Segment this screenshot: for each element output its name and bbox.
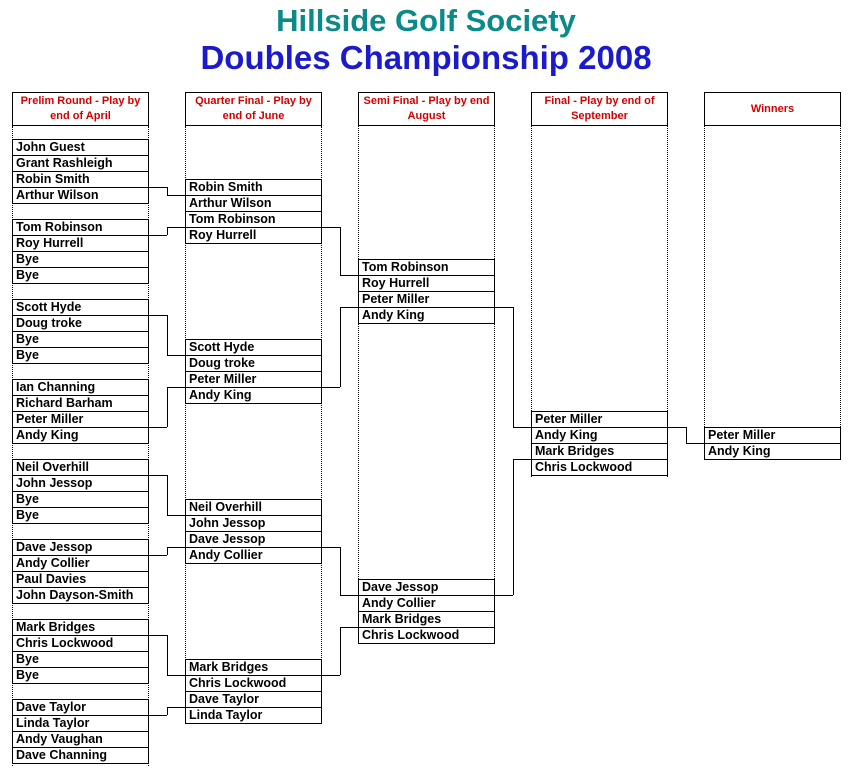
connector-line bbox=[167, 515, 185, 516]
prelim-team-row: John Jessop bbox=[12, 475, 149, 492]
prelim-team-row: John Dayson-Smith bbox=[12, 587, 149, 604]
connector-line bbox=[322, 547, 340, 548]
prelim-team-row: Dave Taylor bbox=[12, 699, 149, 716]
round-header-label: Semi Final - Play by end August bbox=[363, 95, 490, 122]
connector-line bbox=[149, 635, 167, 636]
connector-line bbox=[167, 707, 185, 708]
connector-line bbox=[149, 555, 167, 556]
quarter-team-row: John Jessop bbox=[185, 515, 322, 532]
quarter-team-row: Peter Miller bbox=[185, 371, 322, 388]
connector-line bbox=[340, 627, 358, 628]
prelim-team-row: Linda Taylor bbox=[12, 715, 149, 732]
connector-line bbox=[495, 595, 513, 596]
page-title: Hillside Golf Society bbox=[276, 3, 576, 38]
quarter-team-row: Andy Collier bbox=[185, 547, 322, 564]
connector-line bbox=[167, 315, 168, 355]
prelim-team-row: Bye bbox=[12, 331, 149, 348]
final-team-row: Andy King bbox=[531, 427, 668, 444]
connector-line bbox=[668, 427, 686, 428]
prelim-team-row: Tom Robinson bbox=[12, 219, 149, 236]
round-header-final bbox=[531, 92, 668, 126]
quarter-team-row: Mark Bridges bbox=[185, 659, 322, 676]
prelim-team-row: John Guest bbox=[12, 139, 149, 156]
round-header-label: Quarter Final - Play by end of June bbox=[195, 95, 312, 122]
prelim-team-row: Scott Hyde bbox=[12, 299, 149, 316]
semi-team-row: Dave Jessop bbox=[358, 579, 495, 596]
winner-row: Andy King bbox=[704, 443, 841, 460]
connector-line bbox=[167, 355, 185, 356]
quarter-team-row: Arthur Wilson bbox=[185, 195, 322, 212]
connector-line bbox=[513, 427, 531, 428]
connector-line bbox=[340, 595, 358, 596]
prelim-team-row: Bye bbox=[12, 267, 149, 284]
prelim-team-row: Robin Smith bbox=[12, 171, 149, 188]
prelim-team-row: Bye bbox=[12, 491, 149, 508]
prelim-team-row: Doug troke bbox=[12, 315, 149, 332]
round-header-label: Final - Play by end of September bbox=[544, 95, 655, 122]
round-header-quarter-final bbox=[185, 92, 322, 126]
quarter-team-row: Scott Hyde bbox=[185, 339, 322, 356]
prelim-team-row: Chris Lockwood bbox=[12, 635, 149, 652]
connector-line bbox=[167, 387, 185, 388]
column-guide-right bbox=[494, 126, 495, 643]
quarter-team-row: Dave Taylor bbox=[185, 691, 322, 708]
final-team-row: Chris Lockwood bbox=[531, 459, 668, 476]
semi-team-row: Roy Hurrell bbox=[358, 275, 495, 292]
connector-line bbox=[149, 315, 167, 316]
connector-line bbox=[340, 307, 341, 387]
connector-line bbox=[686, 443, 704, 444]
connector-line bbox=[322, 675, 340, 676]
prelim-team-row: Andy Collier bbox=[12, 555, 149, 572]
prelim-team-row: Roy Hurrell bbox=[12, 235, 149, 252]
connector-line bbox=[149, 187, 167, 188]
connector-line bbox=[149, 475, 167, 476]
page-subtitle: Doubles Championship 2008 bbox=[200, 39, 652, 76]
quarter-team-row: Roy Hurrell bbox=[185, 227, 322, 244]
prelim-team-row: Neil Overhill bbox=[12, 459, 149, 476]
final-team-row: Peter Miller bbox=[531, 411, 668, 428]
connector-line bbox=[340, 547, 341, 595]
connector-line bbox=[322, 387, 340, 388]
prelim-team-row: Paul Davies bbox=[12, 571, 149, 588]
connector-line bbox=[167, 635, 168, 675]
prelim-team-row: Andy King bbox=[12, 427, 149, 444]
prelim-team-row: Andy Vaughan bbox=[12, 731, 149, 748]
quarter-team-row: Robin Smith bbox=[185, 179, 322, 196]
round-header-prelim bbox=[12, 92, 149, 126]
round-header-winners bbox=[704, 92, 841, 126]
round-header-label: Prelim Round - Play by end of April bbox=[20, 95, 141, 122]
connector-line bbox=[322, 227, 340, 228]
connector-line bbox=[340, 227, 341, 275]
quarter-team-row: Linda Taylor bbox=[185, 707, 322, 724]
column-guide-left bbox=[358, 126, 359, 643]
quarter-team-row: Chris Lockwood bbox=[185, 675, 322, 692]
prelim-team-row: Richard Barham bbox=[12, 395, 149, 412]
final-team-row: Mark Bridges bbox=[531, 443, 668, 460]
connector-line bbox=[340, 307, 358, 308]
connector-line bbox=[167, 227, 185, 228]
connector-line bbox=[167, 547, 185, 548]
connector-line bbox=[167, 475, 168, 515]
quarter-team-row: Tom Robinson bbox=[185, 211, 322, 228]
connector-line bbox=[167, 195, 185, 196]
connector-line bbox=[340, 627, 341, 675]
prelim-team-row: Grant Rashleigh bbox=[12, 155, 149, 172]
connector-line bbox=[149, 427, 167, 428]
connector-line bbox=[513, 307, 514, 427]
semi-team-row: Mark Bridges bbox=[358, 611, 495, 628]
connector-line bbox=[513, 459, 531, 460]
connector-line bbox=[167, 387, 168, 427]
prelim-team-row: Bye bbox=[12, 347, 149, 364]
semi-team-row: Peter Miller bbox=[358, 291, 495, 308]
semi-team-row: Andy Collier bbox=[358, 595, 495, 612]
quarter-team-row: Andy King bbox=[185, 387, 322, 404]
prelim-team-row: Arthur Wilson bbox=[12, 187, 149, 204]
prelim-team-row: Bye bbox=[12, 251, 149, 268]
prelim-team-row: Dave Channing bbox=[12, 747, 149, 764]
connector-line bbox=[167, 187, 168, 195]
connector-line bbox=[495, 307, 513, 308]
prelim-team-row: Bye bbox=[12, 507, 149, 524]
prelim-team-row: Dave Jessop bbox=[12, 539, 149, 556]
connector-line bbox=[167, 547, 168, 555]
semi-team-row: Tom Robinson bbox=[358, 259, 495, 276]
connector-line bbox=[149, 235, 167, 236]
quarter-team-row: Neil Overhill bbox=[185, 499, 322, 516]
semi-team-row: Chris Lockwood bbox=[358, 627, 495, 644]
connector-line bbox=[167, 675, 185, 676]
connector-line bbox=[686, 427, 687, 443]
column-guide-left bbox=[704, 126, 705, 459]
connector-line bbox=[149, 715, 167, 716]
prelim-team-row: Mark Bridges bbox=[12, 619, 149, 636]
prelim-team-row: Peter Miller bbox=[12, 411, 149, 428]
round-header-semi-final bbox=[358, 92, 495, 126]
prelim-team-row: Bye bbox=[12, 651, 149, 668]
winner-row: Peter Miller bbox=[704, 427, 841, 444]
semi-team-row: Andy King bbox=[358, 307, 495, 324]
prelim-team-row: Bye bbox=[12, 667, 149, 684]
connector-line bbox=[340, 275, 358, 276]
quarter-team-row: Dave Jessop bbox=[185, 531, 322, 548]
connector-line bbox=[167, 707, 168, 715]
prelim-team-row: Ian Channing bbox=[12, 379, 149, 396]
column-guide-right bbox=[840, 126, 841, 459]
quarter-team-row: Doug troke bbox=[185, 355, 322, 372]
round-header-label: Winners bbox=[750, 102, 795, 115]
connector-line bbox=[167, 227, 168, 235]
connector-line bbox=[513, 459, 514, 595]
